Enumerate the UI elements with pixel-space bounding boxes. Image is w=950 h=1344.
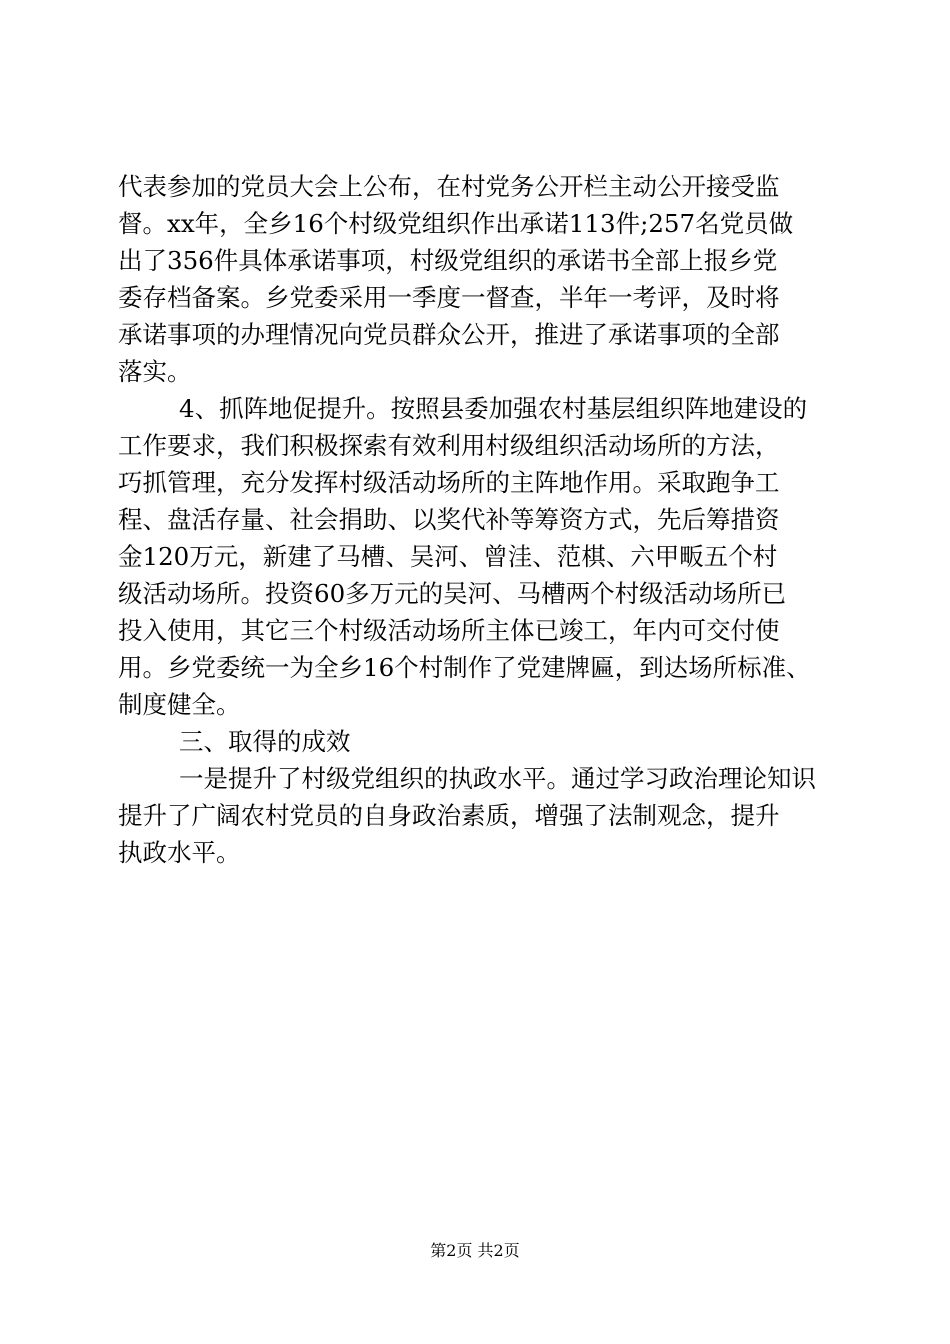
paragraph-line: 程、盘活存量、社会捐助、以奖代补等筹资方式，先后筹措资 (118, 505, 780, 534)
paragraph-line: 用。乡党委统一为全乡16个村制作了党建牌匾，到达场所标准、 (118, 653, 811, 682)
paragraph-first-line: 4、抓阵地促提升。按照县委加强农村基层组织阵地建设的 (179, 394, 808, 423)
document-body (118, 168, 858, 871)
paragraph-line: 提升了广阔农村党员的自身政治素质，增强了法制观念，提升 (118, 801, 780, 830)
paragraph-first-line: 一是提升了村级党组织的执政水平。通过学习政治理论知识 (179, 764, 816, 793)
paragraph-line: 督。xx年，全乡16个村级党组织作出承诺113件;257名党员做 (118, 209, 794, 238)
paragraph-line: 级活动场所。投资60多万元的吴河、马槽两个村级活动场所已 (118, 579, 787, 608)
paragraph-line: 承诺事项的办理情况向党员群众公开，推进了承诺事项的全部 (118, 320, 780, 349)
paragraph-line: 巧抓管理，充分发挥村级活动场所的主阵地作用。采取跑争工 (118, 468, 780, 497)
paragraph-line: 金120万元，新建了马槽、吴河、曾洼、范棋、六甲畈五个村 (118, 542, 778, 571)
paragraph-line: 投入使用，其它三个村级活动场所主体已竣工，年内可交付使 (118, 616, 780, 645)
paragraph-line: 出了356件具体承诺事项，村级党组织的承诺书全部上报乡党 (118, 246, 778, 275)
paragraph-line: 委存档备案。乡党委采用一季度一督查，半年一考评，及时将 (118, 283, 780, 312)
page-footer (0, 1241, 950, 1261)
paragraph-line: 执政水平。 (118, 838, 241, 867)
section-heading: 三、取得的成效 (179, 727, 351, 756)
paragraph-line: 工作要求，我们积极探索有效利用村级组织活动场所的方法， (118, 431, 780, 460)
page-number-indicator: 第2页 共2页 (430, 1241, 520, 1260)
paragraph-line: 制度健全。 (118, 690, 241, 719)
paragraph-line: 代表参加的党员大会上公布，在村党务公开栏主动公开接受监 (118, 172, 780, 201)
paragraph-line: 落实。 (118, 357, 192, 386)
